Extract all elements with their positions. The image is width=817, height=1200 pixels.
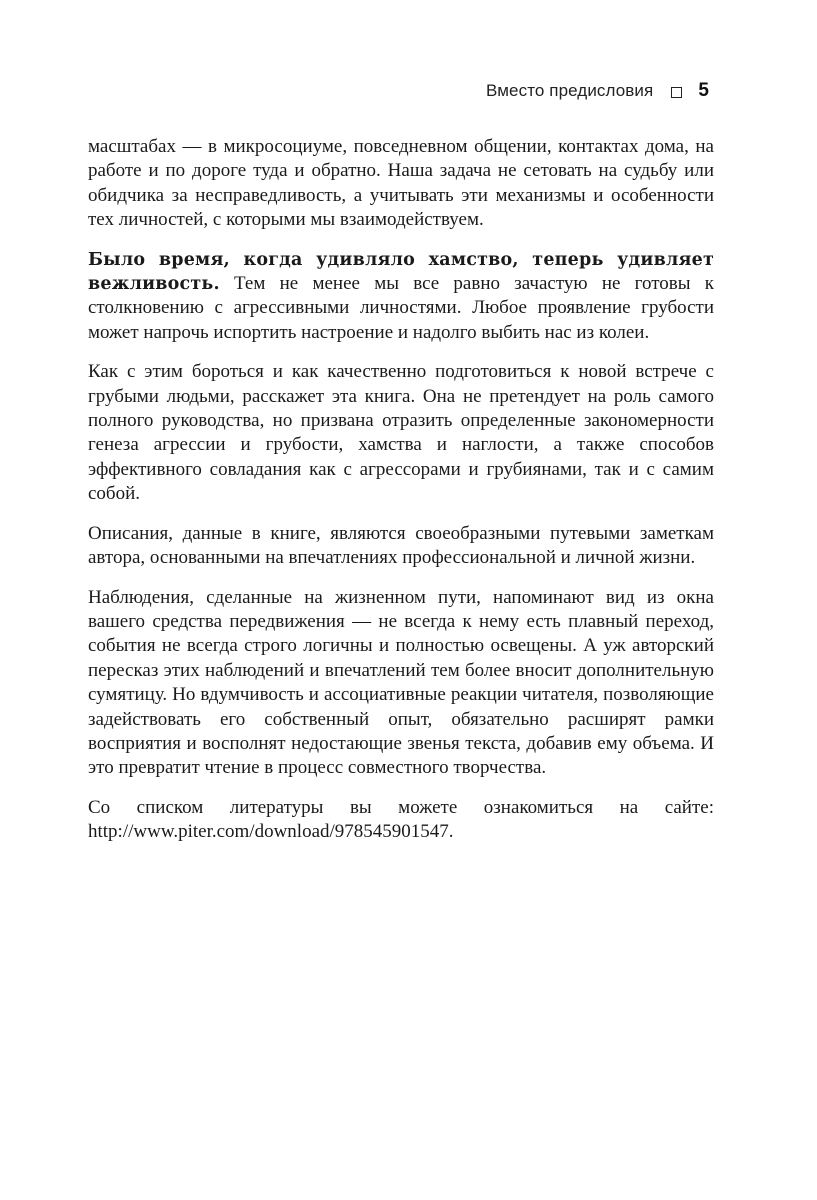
- paragraph-6-text: Со списком литературы вы можете ознакомиться на сайте: http://www.piter.com/download/978545901547.: [88, 796, 714, 843]
- paragraph-5-text: Наблюдения, сделанные на жизненном пути, напоминают вид из окна вашего средства передвижения — не всегда к нему есть плавный переход, события не всегда строго логичны и полностью освещены. А уж авторский пересказ этих наблюдений и впечатлений тем более вносит дополнительную сумятицу. Но вдумчивость и ассоциативные реакции читателя, позволяющие задействовать его собственный опыт, обязательно расширят рамки восприятия и восполнят недостающие звенья текста, добавив ему объема. И это превратит чтение в процесс совместного творчества.: [88, 586, 714, 779]
- paragraph-1-text: масштабах — в микросоциуме, повседневном общении, контактах дома, на работе и по дороге туда и обратно. Наша задача не сетовать на судьбу или обидчика за несправедливость, а учитывать эти механизмы и особенности тех личностей, с которыми мы взаимодействуем.: [88, 136, 714, 231]
- paragraph-2-lead: Было время, когда удивляло хамство, теперь удивляет вежливость.: [88, 249, 714, 295]
- page-body: [88, 135, 714, 860]
- section-title: Вместо предисловия: [486, 81, 654, 100]
- paragraph-4-text: Описания, данные в книге, являются своеобразными путевыми заметкам автора, основанными на впечатлениях профессиональной и личной жизни.: [88, 522, 714, 569]
- page-number: 5: [698, 80, 709, 101]
- paragraph-3: [88, 360, 714, 506]
- paragraph-4: [88, 522, 714, 571]
- paragraph-2: [88, 248, 714, 346]
- paragraph-1: [88, 135, 714, 233]
- paragraph-3-text: Как с этим бороться и как качественно подготовиться к новой встрече с грубыми людьми, расскажет эта книга. Она не претендует на роль самого полного руководства, но призвана отразить определенные закономерности генеза агрессии и грубости, хамства и наглости, а также способов эффективного совладания как с агрессорами и грубиянами, так и с самим собой.: [88, 361, 714, 505]
- running-head: [486, 80, 709, 102]
- paragraph-6: [88, 796, 714, 845]
- paragraph-2-text: Тем не менее мы все равно зачастую не готовы к столкновению с агрессивными личностями. Любое проявление грубости может напрочь испортить настроение и надолго выбить нас из колеи.: [88, 273, 714, 343]
- paragraph-5: [88, 586, 714, 781]
- square-icon: [671, 87, 682, 98]
